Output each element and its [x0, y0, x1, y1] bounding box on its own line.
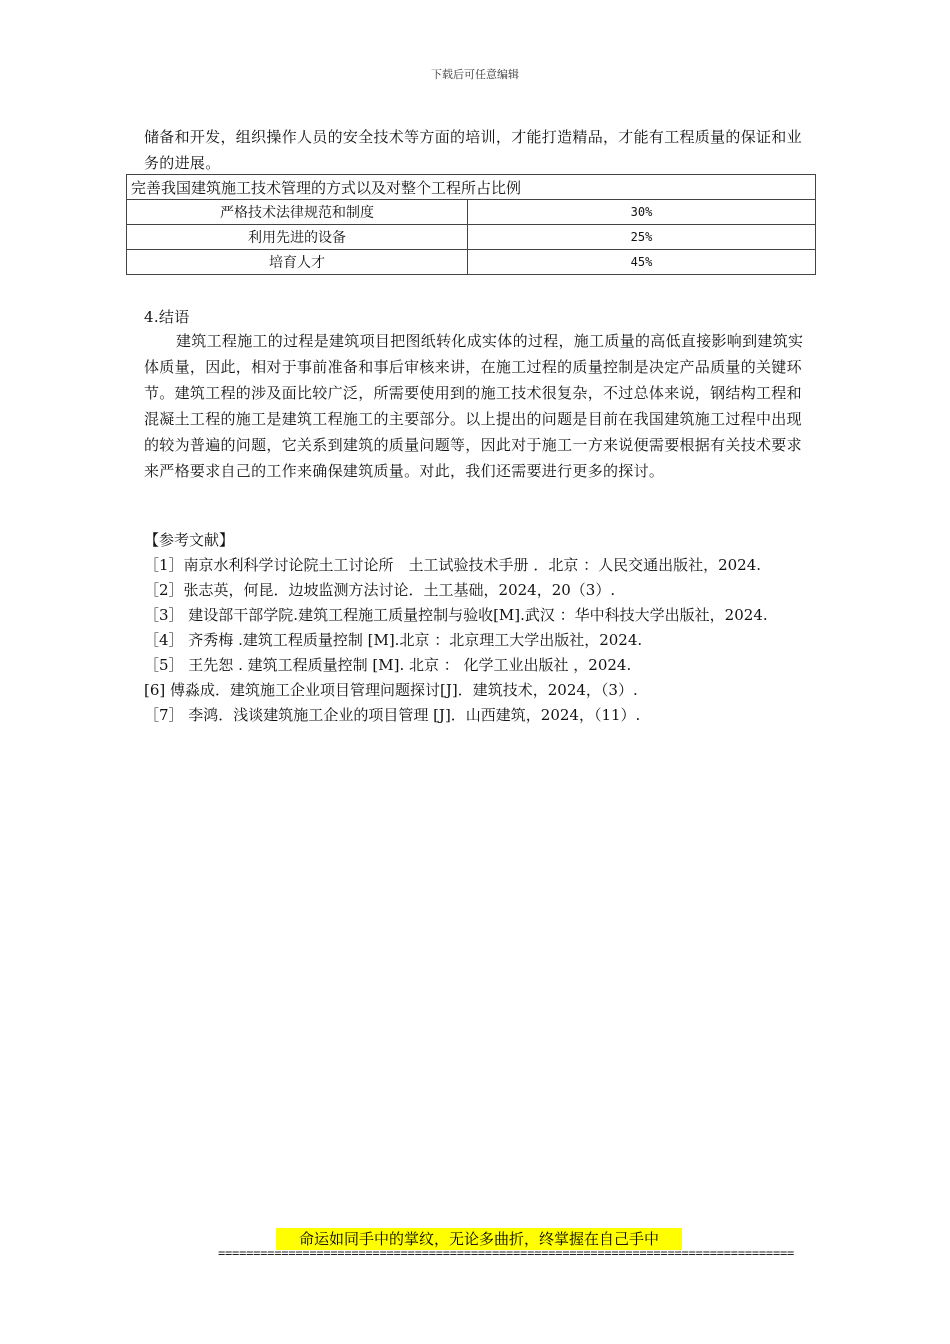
table-row — [127, 225, 816, 250]
table-cell-percent: 45% — [468, 250, 816, 275]
table-title: 完善我国建筑施工技术管理的方式以及对整个工程所占比例 — [127, 175, 816, 200]
table-cell-item: 利用先进的设备 — [127, 225, 468, 250]
conclusion-paragraph: 建筑工程施工的过程是建筑项目把图纸转化成实体的过程，施工质量的高低直接影响到建筑实体质量，因此，相对于事前准备和事后审核来讲，在施工过程的质量控制是决定产品质量的关键环节。建筑工程的涉及面比较广泛，所需要使用到的施工技术很复杂，不过总体来说，钢结构工程和混凝土工程的施工是建筑工程施工的主要部分。以上提出的问题是目前在我国建筑施工过程中出现的较为普遍的问题，它关系到建筑的质量问题等，因此对于施工一方来说便需要根据有关技术要求来严格要求自己的工作来确保建筑质量。对此，我们还需要进行更多的探讨。 — [144, 332, 804, 480]
reference-item: ［2］张志英，何昆．边坡监测方法讨论．土工基础，2024，20（3）. — [144, 581, 616, 599]
references-title: 【参考文献】 — [144, 531, 235, 549]
reference-item: ［1］南京水利科学讨论院土工讨论所 土工试验技术手册 ．北京 ：人民交通出版社，2024. — [144, 556, 762, 574]
table-cell-item: 培育人才 — [127, 250, 468, 275]
table-header-row — [127, 175, 816, 200]
reference-item: ［4］ 齐秀梅 .建筑工程质量控制 [M].北京 ：北京理工大学出版社，2024. — [144, 631, 643, 649]
reference-item: ［3］ 建设部干部学院.建筑工程施工质量控制与验收[M].武汉 ：华中科技大学出版社，2024. — [144, 606, 768, 624]
section-heading: 4.结语 — [144, 308, 190, 326]
reference-item: [6] 傅淼成．建筑施工企业项目管理问题探讨[J]．建筑技术，2024，（3）. — [144, 681, 638, 699]
footer-rule: ================================================================================== — [218, 1246, 795, 1260]
intro-paragraph: 储备和开发，组织操作人员的安全技术等方面的培训，才能打造精品，才能有工程质量的保证和业务的进展。 — [144, 128, 802, 172]
table-cell-percent: 30% — [468, 200, 816, 225]
reference-item: ［5］ 王先恕 . 建筑工程质量控制 [M]. 北京 ： 化学工业出版社 ，2024. — [144, 656, 632, 674]
references-section — [144, 528, 834, 728]
footer-motto: 命运如同手中的掌纹，无论多曲折，终掌握在自己手中 — [276, 1228, 682, 1250]
ratio-table — [126, 174, 816, 275]
table-cell-item: 严格技术法律规范和制度 — [127, 200, 468, 225]
table-row — [127, 200, 816, 225]
header-note: 下载后可任意编辑 — [431, 68, 519, 81]
table-cell-percent: 25% — [468, 225, 816, 250]
table-row — [127, 250, 816, 275]
reference-item: ［7］ 李鸿．浅谈建筑施工企业的项目管理 [J]．山西建筑，2024，（11）. — [144, 706, 641, 724]
